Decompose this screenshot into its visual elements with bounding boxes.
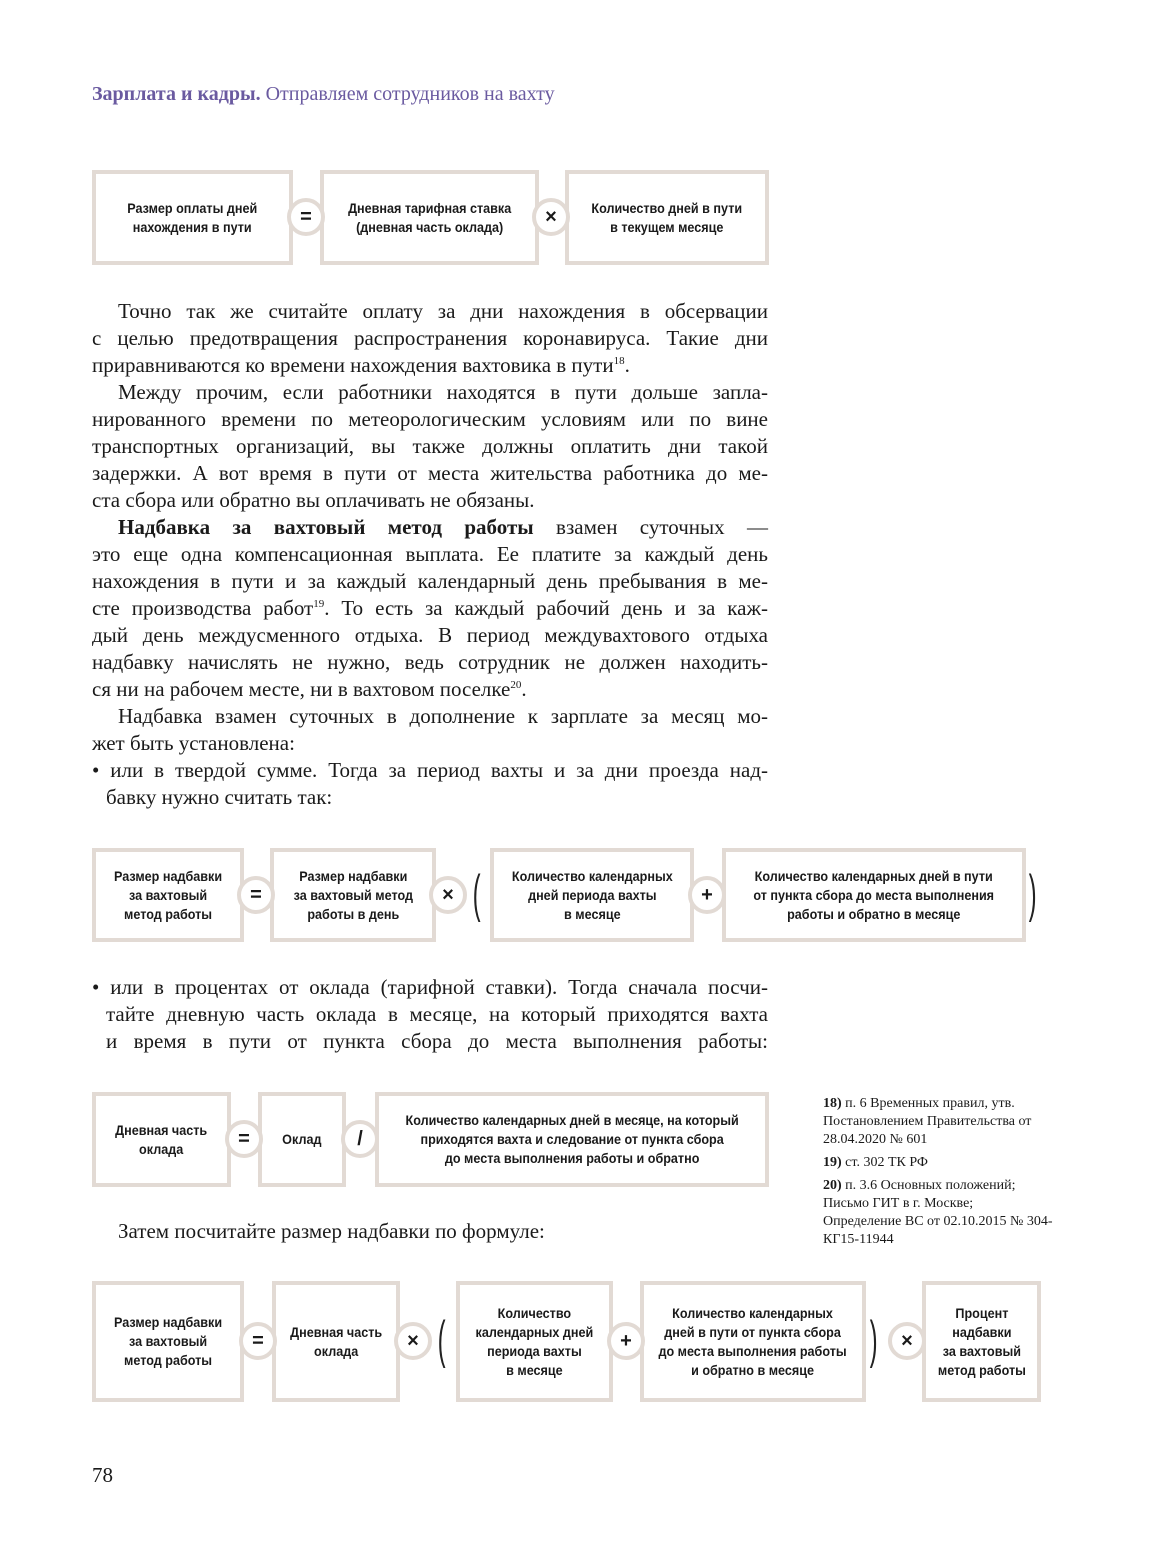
text-line: Затем посчитайте размер надбавки по формуле: [118, 1219, 545, 1243]
text-line: бавку нужно считать так: [106, 785, 333, 809]
close-paren: ) [1028, 865, 1037, 923]
formula-box: Количество календарных дней в пути от пункта сбора до места выполнения работы и обратно в месяце [640, 1281, 866, 1402]
formula-box: Оклад [258, 1092, 346, 1187]
text-line: тайте дневную часть оклада в месяце, на который приходятся вахта [106, 1002, 768, 1026]
formula-box: Процент надбавки за вахтовый метод работы [922, 1281, 1041, 1402]
divide-operator: / [341, 1120, 379, 1158]
formula-box: Дневная часть оклада [92, 1092, 231, 1187]
text-line: и время в пути от пункта сбора до места выполнения работы: [106, 1029, 768, 1053]
formula-box: Дневная тарифная ставка (дневная часть оклада) [320, 170, 539, 265]
close-paren: ) [869, 1311, 878, 1369]
footnote: 18) п. 6 Временных правил, утв. Постановлением Правительства от 28.04.2020 № 601 [823, 1096, 1032, 1147]
page-number: 78 [92, 1463, 113, 1487]
equals-operator: = [225, 1120, 263, 1158]
footnote-ref: 18 [613, 355, 625, 367]
text-line: Между прочим, если работники находятся в пути дольше запла- [118, 380, 768, 404]
plus-operator: + [688, 876, 726, 914]
formula-box: Размер надбавки за вахтовый метод работы в день [270, 848, 436, 942]
text-line: ся ни на рабочем месте, ни в вахтовом поселке$^{20}$. [92, 677, 527, 701]
formula-box: Количество календарных дней периода вахты в месяце [456, 1281, 613, 1402]
open-paren: ( [472, 865, 481, 923]
text-line: Надбавка взамен суточных в дополнение к зарплате за месяц мо- [118, 704, 768, 728]
formula-box: Количество календарных дней в пути от пункта сбора до места выполнения работы и обратно в месяце [722, 848, 1026, 942]
text-line: • или в процентах от оклада (тарифной ставки). Тогда сначала посчи- [92, 975, 768, 999]
multiply-operator: × [429, 876, 467, 914]
text-line: жет быть установлена: [92, 731, 295, 755]
text-line: с целью предотвращения распространения коронавируса. Такие дни [92, 326, 768, 350]
text-line: это еще одна компенсационная выплата. Ее платите за каждый день [92, 542, 768, 566]
formula-box: Размер надбавки за вахтовый метод работы [92, 1281, 244, 1402]
formula-box: Размер надбавки за вахтовый метод работы [92, 848, 244, 942]
text-line: надбавку начислять не нужно, ведь сотрудник не должен находить- [92, 650, 768, 674]
equals-operator: = [287, 198, 325, 236]
chapter-title: Отправляем сотрудников на вахту [265, 83, 555, 105]
multiply-operator: × [394, 1322, 432, 1360]
footnote-ref: 20 [510, 679, 522, 691]
text-line: • или в твердой сумме. Тогда за период вахты и за дни проезда над- [92, 758, 768, 782]
formula-box: Размер оплаты дней нахождения в пути [92, 170, 293, 265]
text-line: приравниваются ко времени нахождения вахтовика в пути$^{18}$. [92, 353, 630, 377]
multiply-operator: × [888, 1322, 926, 1360]
equals-operator: = [237, 876, 275, 914]
footnotes [823, 1095, 1053, 1254]
footnote: 19) ст. 302 ТК РФ [823, 1155, 928, 1170]
text-line: дый день междусменного отдыха. В период междувахтового отдыха [92, 623, 768, 647]
formula-box: Количество календарных дней в месяце, на который приходятся вахта и следование от пункта сбора до места выполнения работы и обратно [375, 1092, 769, 1187]
open-paren: ( [437, 1311, 446, 1369]
formula-box: Количество календарных дней периода вахты в месяце [490, 848, 694, 942]
text-line: нахождения в пути и за каждый календарный день пребывания в ме- [92, 569, 768, 593]
footnote: 20) п. 3.6 Основных положений; Письмо ГИТ в г. Москве; Определение ВС от 02.10.2015 № 304-КГ15-11944 [823, 1178, 1053, 1247]
text-line: транспортных организаций, вы также должны оплатить дни такой [92, 434, 768, 458]
formula-box: Дневная часть оклада [272, 1281, 400, 1402]
running-header [92, 83, 555, 106]
text-line: Надбавка за вахтовый метод работы взамен суточных — [118, 515, 768, 539]
text-line: нированного времени по метеорологическим условиям или по вине [92, 407, 768, 431]
section-name: Зарплата и кадры. [92, 83, 261, 105]
bold-term: Надбавка за вахтовый метод работы [118, 515, 534, 539]
text-line: ста сбора или обратно вы оплачивать не обязаны. [92, 488, 535, 512]
multiply-operator: × [532, 198, 570, 236]
formula-box: Количество дней в пути в текущем месяце [565, 170, 769, 265]
equals-operator: = [239, 1322, 277, 1360]
text-line: сте производства работ$^{19}$. То есть за каждый рабочий день и за каж- [92, 596, 768, 620]
text-line: задержки. А вот время в пути от места жительства работника до ме- [92, 461, 768, 485]
text-line: Точно так же считайте оплату за дни нахождения в обсервации [118, 299, 768, 323]
plus-operator: + [607, 1322, 645, 1360]
footnote-ref: 19 [313, 598, 325, 610]
